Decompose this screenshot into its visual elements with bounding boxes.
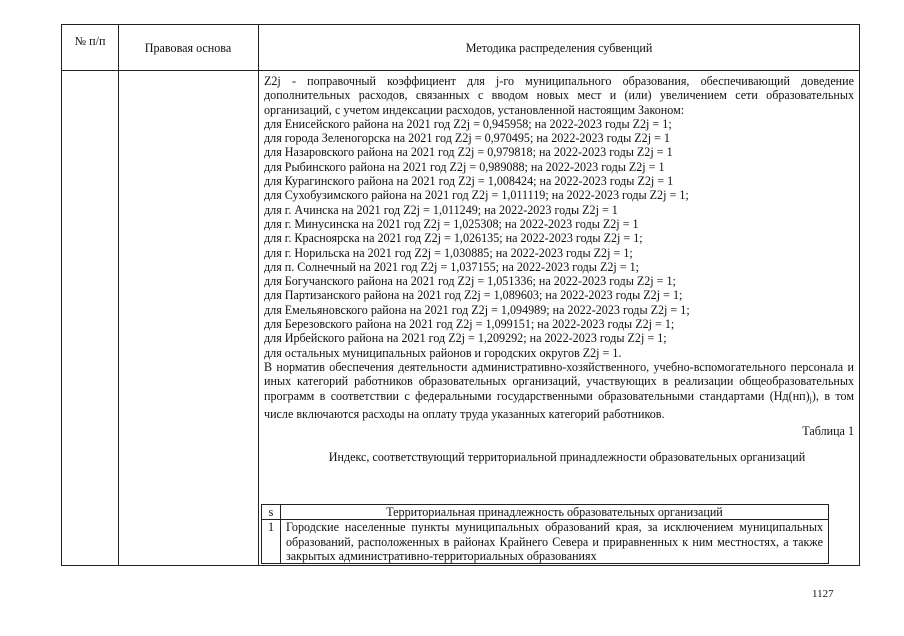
intro-paragraph: Z2j - поправочный коэффициент для j-го муниципального образования, обеспечивающий доведение дополнительных расходов, связанных с вводом новых мест и (или) увеличением сети образовательных организаций, с учетом индексации расходов, установленной настоящим Законом:	[264, 74, 854, 117]
coefficient-line: для Богучанского района на 2021 год Z2j = 1,051336; на 2022-2023 годы Z2j = 1;	[264, 274, 676, 289]
row-text: Городские населенные пункты муниципальных образований края, за исключением муниципальных образований, расположенных в районах Крайнего Севера и приравненных к ним местностях, а также закрытых административно-территориальных образованиях	[281, 520, 829, 564]
method-content	[264, 74, 854, 465]
table-row	[262, 520, 829, 564]
document-table	[61, 24, 860, 566]
inner-header-s: s	[262, 505, 281, 520]
norm-text-before: В норматив обеспечения деятельности административно-хозяйственного, учебно-вспомогательного персонала и иных категорий работников образовательных организаций, участвующих в реализации общеобразовательных программ в соответствии с федеральными государственными образовательными стандартами (Нд(нп)	[264, 359, 854, 403]
header-legal-basis: Правовая основа	[144, 41, 232, 55]
coefficient-line: для Курагинского района на 2021 год Z2j = 1,008424; на 2022-2023 годы Z2j = 1	[264, 174, 674, 189]
table-title: Индекс, соответствующий территориальной принадлежности образовательных организаций	[328, 450, 806, 465]
coefficient-line: для города Зеленогорска на 2021 год Z2j = 0,970495; на 2022-2023 годы Z2j = 1	[264, 131, 670, 146]
column-divider	[258, 25, 259, 565]
inner-table-header	[262, 505, 829, 520]
header-divider	[62, 70, 859, 71]
territory-index-table	[261, 504, 829, 564]
coefficient-list	[264, 117, 854, 360]
coefficient-line: для г. Красноярска на 2021 год Z2j = 1,026135; на 2022-2023 годы Z2j = 1;	[264, 231, 643, 246]
header-method: Методика распределения субвенций	[465, 41, 653, 55]
coefficient-line: для Енисейского района на 2021 год Z2j = 0,945958; на 2022-2023 годы Z2j = 1;	[264, 116, 672, 131]
coefficient-line: для остальных муниципальных районов и городских округов Z2j = 1.	[264, 345, 622, 360]
coefficient-line: для Ирбейского района на 2021 год Z2j = 1,209292; на 2022-2023 годы Z2j = 1;	[264, 331, 667, 346]
coefficient-line: для Рыбинского района на 2021 год Z2j = 0,989088; на 2022-2023 годы Z2j = 1	[264, 159, 665, 174]
table-label: Таблица 1	[802, 424, 854, 439]
coefficient-line: для г. Минусинска на 2021 год Z2j = 1,025308; на 2022-2023 годы Z2j = 1	[264, 216, 639, 231]
norm-paragraph	[264, 360, 854, 421]
coefficient-line: для Березовского района на 2021 год Z2j = 1,099151; на 2022-2023 годы Z2j = 1;	[264, 317, 675, 332]
norm-subscript: j	[809, 394, 812, 404]
coefficient-line: для Сухобузимского района на 2021 год Z2j = 1,011119; на 2022-2023 годы Z2j = 1;	[264, 188, 689, 203]
page-number: 1127	[812, 588, 834, 600]
coefficient-line: для Партизанского района на 2021 год Z2j = 1,089603; на 2022-2023 годы Z2j = 1;	[264, 288, 683, 303]
coefficient-line: для г. Ачинска на 2021 год Z2j = 1,011249; на 2022-2023 годы Z2j = 1	[264, 202, 618, 217]
coefficient-line: для г. Норильска на 2021 год Z2j = 1,030885; на 2022-2023 годы Z2j = 1;	[264, 245, 633, 260]
inner-header-territory: Территориальная принадлежность образовательных организаций	[281, 505, 829, 520]
coefficient-line: для Назаровского района на 2021 год Z2j = 0,979818; на 2022-2023 годы Z2j = 1	[264, 145, 673, 160]
row-index: 1	[262, 520, 281, 564]
norm-text-after: ), в том числе включаются расходы на оплату труда указанных категорий работников.	[264, 388, 854, 421]
coefficient-line: для Емельяновского района на 2021 год Z2j = 1,094989; на 2022-2023 годы Z2j = 1;	[264, 302, 690, 317]
coefficient-line: для п. Солнечный на 2021 год Z2j = 1,037155; на 2022-2023 годы Z2j = 1;	[264, 259, 640, 274]
header-number: № п/п	[74, 34, 106, 48]
column-divider	[118, 25, 119, 565]
